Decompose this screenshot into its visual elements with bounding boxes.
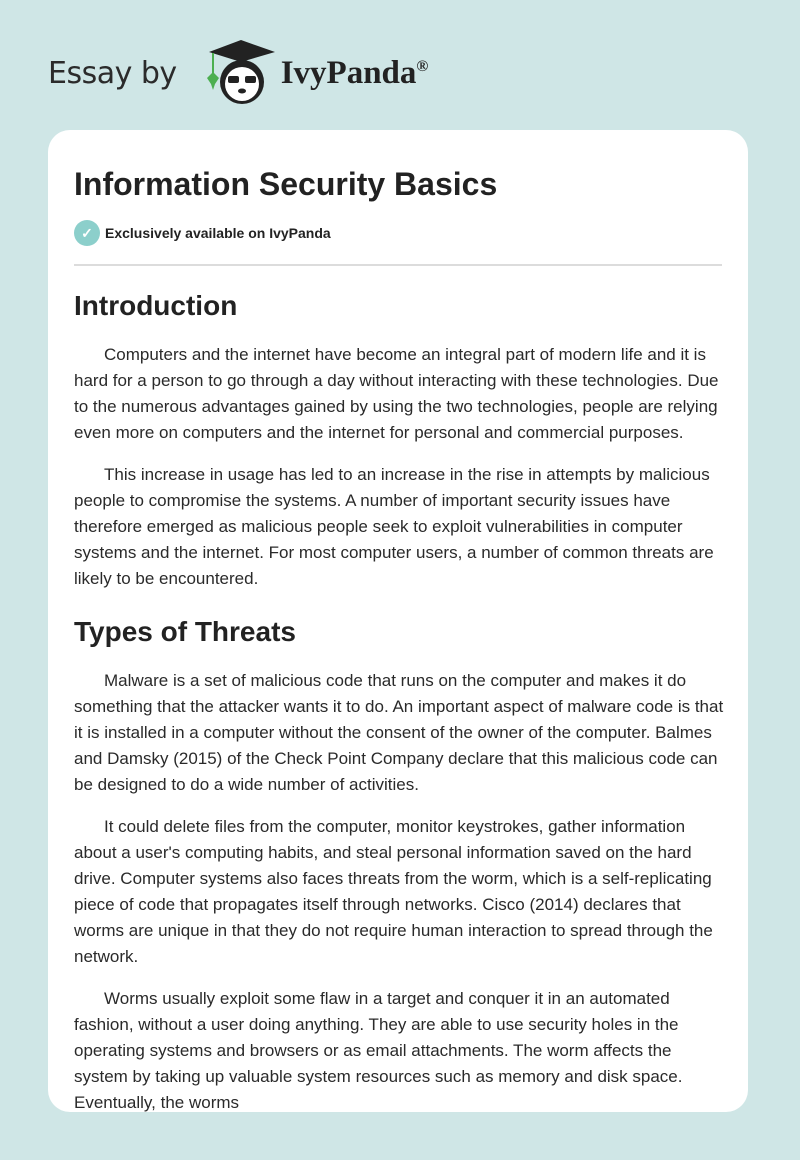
paragraph: It could delete files from the computer, monitor keystrokes, gather information about a user's computing habits, and steal personal information saved on the hard drive. Computer systems also faces threats from the worm, which is a self-replicating piece of code that propagates itself through networks. Cisco (2014) declares that worms are unique in that they do not require human interaction to spread through the network. bbox=[74, 817, 713, 966]
paragraph: Computers and the internet have become an integral part of modern life and it is hard for a person to go through a day without interacting with these technologies. Due to the numerous advantages gained by using the two technologies, people are relying even more on computers and the internet for personal and commercial purposes. bbox=[74, 345, 719, 442]
essay-title: Information Security Basics bbox=[74, 166, 498, 202]
essay-by-label: Essay by bbox=[48, 55, 177, 91]
paragraph: Malware is a set of malicious code that runs on the computer and makes it do something that the attacker wants it to do. An important aspect of malware code is that it is installed in a computer without the consent of the owner of the computer. Balmes and Damsky (2015) of the Check Point Company declare that this malicious code can be designed to do a wide number of activities. bbox=[74, 671, 724, 794]
paragraph: This increase in usage has led to an increase in the rise in attempts by malicious people to compromise the systems. A number of important security issues have therefore emerged as malicious people seek to exploit vulnerabilities in computer systems and the internet. For most computer users, a number of common threats are likely to be encountered. bbox=[74, 465, 714, 588]
exclusive-label: Exclusively available on IvyPanda bbox=[105, 225, 331, 241]
section-introduction bbox=[74, 288, 722, 592]
ivypanda-logo-icon bbox=[195, 38, 279, 108]
section-types-of-threats bbox=[74, 614, 722, 1112]
ivypanda-wordmark: IvyPanda® bbox=[280, 54, 429, 91]
exclusive-badge bbox=[74, 220, 722, 246]
paragraph: Worms usually exploit some flaw in a target and conquer it in an automated fashion, without a user doing anything. They are able to use security holes in the operating systems and browsers or as email attachments. The worm affects the system by taking up valuable system resources such as memory and disk space. Eventually, the worms bbox=[74, 989, 683, 1112]
brand-header bbox=[48, 38, 428, 108]
essay-card bbox=[48, 130, 748, 1112]
divider bbox=[74, 264, 722, 266]
check-icon: ✓ bbox=[74, 220, 100, 246]
section-heading: Introduction bbox=[74, 290, 238, 321]
section-heading: Types of Threats bbox=[74, 616, 296, 647]
